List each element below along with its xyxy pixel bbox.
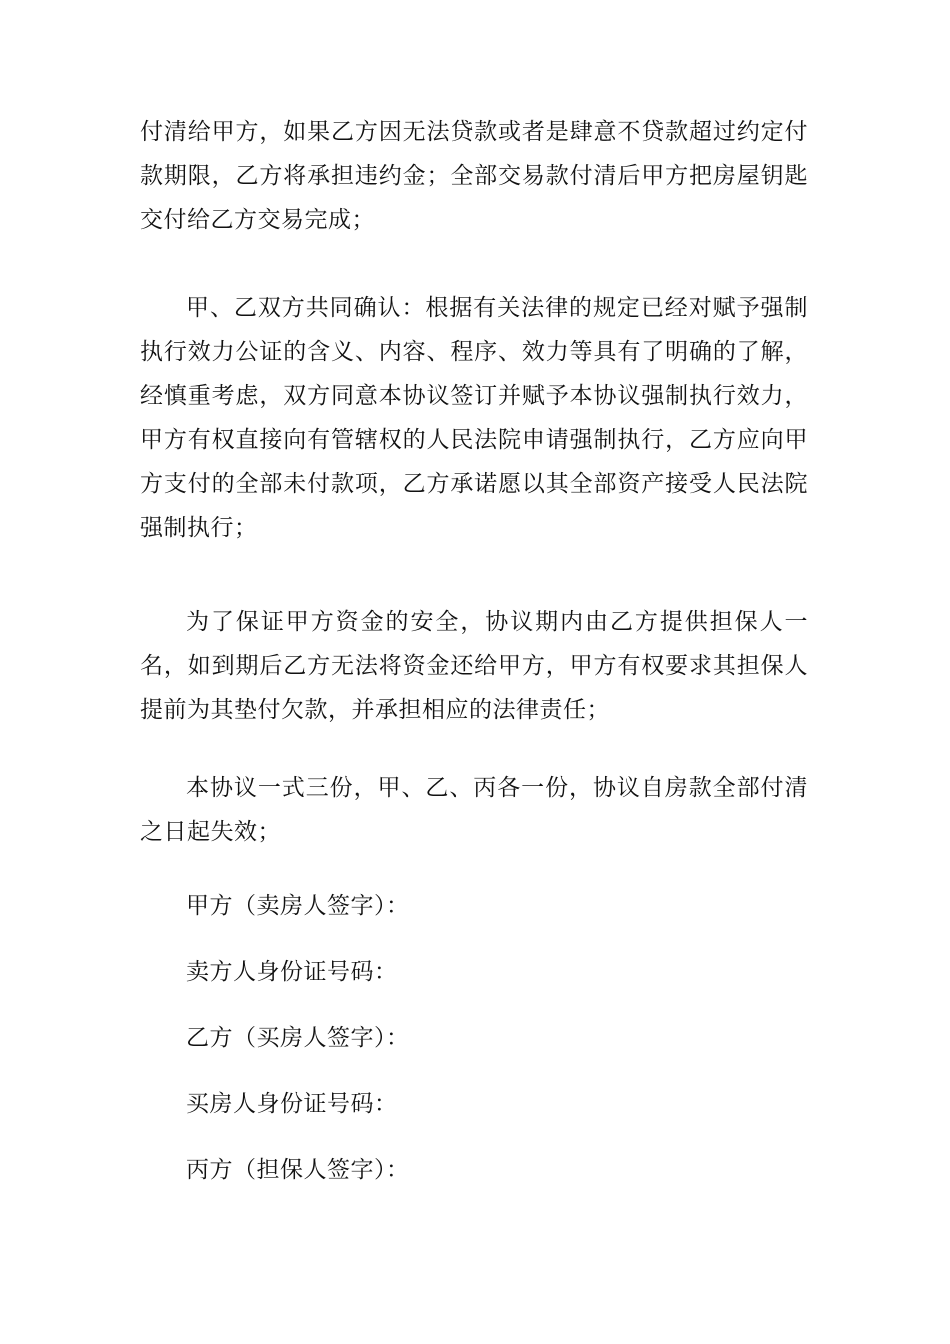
paragraph-copies-validity: 本协议一式三份，甲、乙、丙各一份，协议自房款全部付清之日起失效；: [140, 775, 808, 845]
paragraph-payment-terms: 付清给甲方，如果乙方因无法贷款或者是肆意不贷款超过约定付款期限，乙方将承担违约金；全部交易款付清后甲方把房屋钥匙交付给乙方交易完成；: [140, 119, 808, 233]
signature-line-seller-id: 卖方人身份证号码：: [186, 959, 398, 985]
paragraph-guarantor-clause: 为了保证甲方资金的安全，协议期内由乙方提供担保人一名，如到期后乙方无法将资金还给甲方，甲方有权要求其担保人提前为其垫付欠款，并承担相应的法律责任；: [140, 609, 808, 723]
signature-line-buyer-id: 买房人身份证号码：: [186, 1091, 398, 1117]
signature-line-seller: 甲方（卖房人签字）：: [186, 893, 410, 919]
paragraph-enforcement-confirmation: 甲、乙双方共同确认：根据有关法律的规定已经对赋予强制执行效力公证的含义、内容、程序、效力等具有了明确的了解，经慎重考虑，双方同意本协议签订并赋予本协议强制执行效力，甲方有权直接向有管辖权的人民法院申请强制执行，乙方应向甲方支付的全部未付款项，乙方承诺愿以其全部资产接受人民法院强制执行；: [140, 295, 808, 541]
signature-line-buyer: 乙方（买房人签字）：: [186, 1025, 410, 1051]
signature-line-guarantor: 丙方（担保人签字）：: [186, 1157, 410, 1183]
